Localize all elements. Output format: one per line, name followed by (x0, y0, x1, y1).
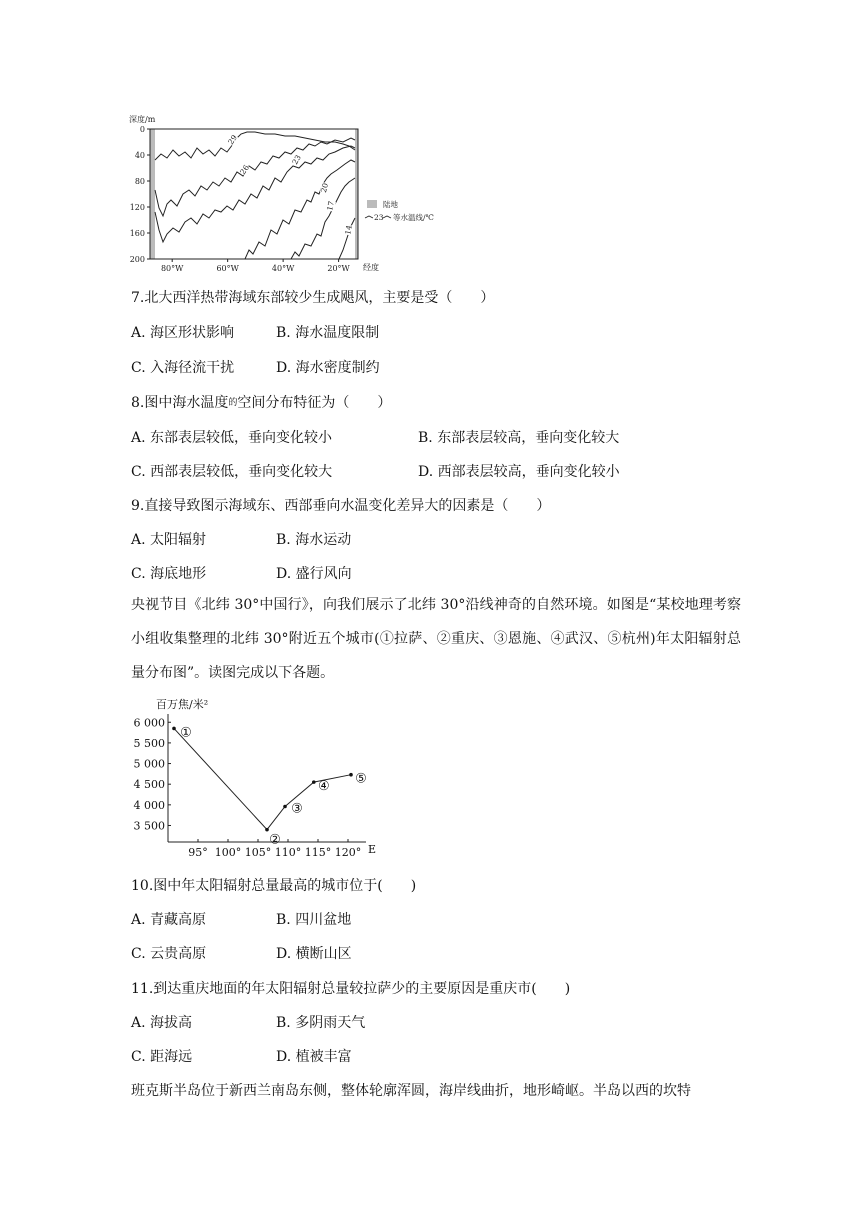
q8-stem-pre: 8.图中海水温度 (131, 395, 229, 411)
isotherm-14 (339, 218, 355, 259)
chart1-xtick-label: 20°W (327, 264, 350, 273)
chart2-ylabel: 百万焦/米² (156, 698, 209, 711)
chart1-legend-land-swatch (367, 200, 377, 208)
chart1-isotherms (155, 132, 355, 259)
chart2-point-label: ③ (291, 801, 303, 817)
chart1-ylabel: 深度/m (129, 115, 156, 124)
chart1-ytick-label: 0 (139, 125, 145, 134)
isotherm-20 (245, 160, 355, 259)
q10-option-b[interactable]: B. 四川盆地 (276, 912, 352, 928)
isotherm-label: 14 (343, 224, 354, 236)
q8-option-c[interactable]: C. 西部表层较低，垂向变化较大 (131, 464, 333, 480)
isotherm-label: 26 (238, 163, 252, 177)
chart1-ytick-label: 200 (129, 255, 145, 264)
chart2-xtick-label: 95° (188, 846, 208, 859)
chart1-ytick-label: 160 (129, 229, 145, 238)
q7-option-c[interactable]: C. 入海径流干扰 (131, 360, 235, 376)
chart1-xtick-label: 80°W (160, 264, 184, 273)
chart2-ytick-label: 6 000 (133, 716, 165, 730)
solar-radiation-chart (133, 692, 382, 862)
chart1-legend-isotherm-symbol: 23 (374, 213, 384, 222)
q10-option-c[interactable]: C. 云贵高原 (131, 946, 207, 962)
chart1-ytick-label: 120 (129, 203, 145, 212)
q10-stem: 10.图中年太阳辐射总量最高的城市位于( ) (131, 878, 417, 894)
q9-option-b[interactable]: B. 海水运动 (276, 532, 352, 548)
chart2-point (172, 727, 176, 731)
chart1-legend-isotherm-line2 (383, 216, 391, 218)
q8-stem-small: 的 (228, 398, 238, 408)
isotherm-label: 23 (290, 153, 303, 167)
chart2-ytick-label: 5 500 (133, 736, 165, 750)
ocean-temperature-chart (125, 112, 455, 274)
q7-stem: 7.北大西洋热带海域东部较少生成飓风，主要是受（ ） (131, 290, 495, 306)
chart1-legend-isotherm-line (365, 216, 373, 218)
chart1-land-west (150, 129, 155, 259)
chart2-point (312, 780, 316, 784)
isotherm-label: 20 (318, 182, 331, 194)
chart1-legend-land-label: 陆地 (383, 200, 398, 209)
q11-option-d[interactable]: D. 植被丰富 (276, 1049, 352, 1065)
chart2-xtick-label: 100° (214, 846, 242, 859)
q11-stem: 11.到达重庆地面的年太阳辐射总量较拉萨少的主要原因是重庆市( ) (131, 981, 571, 997)
q9-option-d[interactable]: D. 盛行风向 (276, 566, 352, 582)
q11-option-b[interactable]: B. 多阴雨天气 (276, 1015, 366, 1031)
q9-option-c[interactable]: C. 海底地形 (131, 566, 207, 582)
q10-option-d[interactable]: D. 横断山区 (276, 946, 352, 962)
chart1-ytick-label: 40 (134, 151, 145, 160)
chart2-xtick-label: 115° (304, 846, 332, 859)
chart2-point-label: ① (180, 725, 192, 741)
q11-option-a[interactable]: A. 海拔高 (131, 1015, 193, 1031)
chart2-xtick-label: 105° (244, 846, 272, 859)
isotherm-26 (155, 138, 355, 216)
chart1-legend-isotherm-label: 等水温线/℃ (393, 213, 434, 222)
q10-option-a[interactable]: A. 青藏高原 (131, 912, 207, 928)
chart2-xtick-label: 110° (274, 846, 302, 859)
q7-option-a[interactable]: A. 海区形状影响 (131, 325, 235, 341)
chart2-point-label: ④ (317, 779, 330, 795)
isotherm-label: 17 (325, 200, 336, 212)
chart2-point (265, 828, 269, 832)
chart1-ytick-label: 80 (134, 177, 145, 186)
chart2-ytick-label: 5 000 (133, 757, 165, 771)
q8-stem-post: 空间分布特征为（ ） (237, 395, 392, 411)
isotherm-23 (155, 146, 355, 242)
solar-intro-paragraph: 央视节目《北纬 30°中国行》，向我们展示了北纬 30°沿线神奇的自然环境。如图是“某校地理考察小组收集整理的北纬 30°附近五个城市(①拉萨、②重庆、③恩施、④武汉、⑤杭州)年太阳辐射总量分布图”。读图完成以下各题。 (131, 597, 741, 681)
chart2-point-label: ⑤ (355, 771, 367, 787)
chart2-xtick-label: 120° (334, 846, 362, 859)
chart2-ytick-label: 4 000 (133, 798, 165, 812)
chart2-point (283, 805, 287, 809)
q8-option-d[interactable]: D. 西部表层较高，垂向变化较小 (418, 464, 620, 480)
chart2-ytick-label: 3 500 (133, 819, 165, 833)
q8-option-b[interactable]: B. 东部表层较高，垂向变化较大 (418, 430, 620, 446)
chart1-xtick-label: 60°W (216, 264, 239, 273)
q8-option-a[interactable]: A. 东部表层较低，垂向变化较小 (131, 430, 333, 446)
q8-stem (131, 393, 391, 413)
q7-option-b[interactable]: B. 海水温度限制 (276, 325, 380, 341)
chart2-xlabel: E (368, 843, 377, 856)
q7-option-d[interactable]: D. 海水密度制约 (276, 360, 380, 376)
q11-option-c[interactable]: C. 距海远 (131, 1049, 193, 1065)
isotherm-label: 29 (226, 133, 240, 147)
isotherm-29 (155, 132, 355, 160)
chart2-ytick-label: 4 500 (133, 778, 165, 792)
outro-paragraph: 班克斯半岛位于新西兰南岛东侧，整体轮廓浑圆，海岸线曲折，地形崎岖。半岛以西的坎特 (131, 1083, 691, 1099)
chart1-xlabel: 经度 (363, 263, 379, 272)
chart2-point (349, 773, 353, 777)
q9-option-a[interactable]: A. 太阳辐射 (131, 532, 207, 548)
chart2-point-label: ② (269, 832, 281, 848)
chart1-xtick-label: 40°W (271, 264, 295, 273)
q9-stem: 9.直接导致图示海域东、西部垂向水温变化差异大的因素是（ ） (131, 498, 551, 514)
